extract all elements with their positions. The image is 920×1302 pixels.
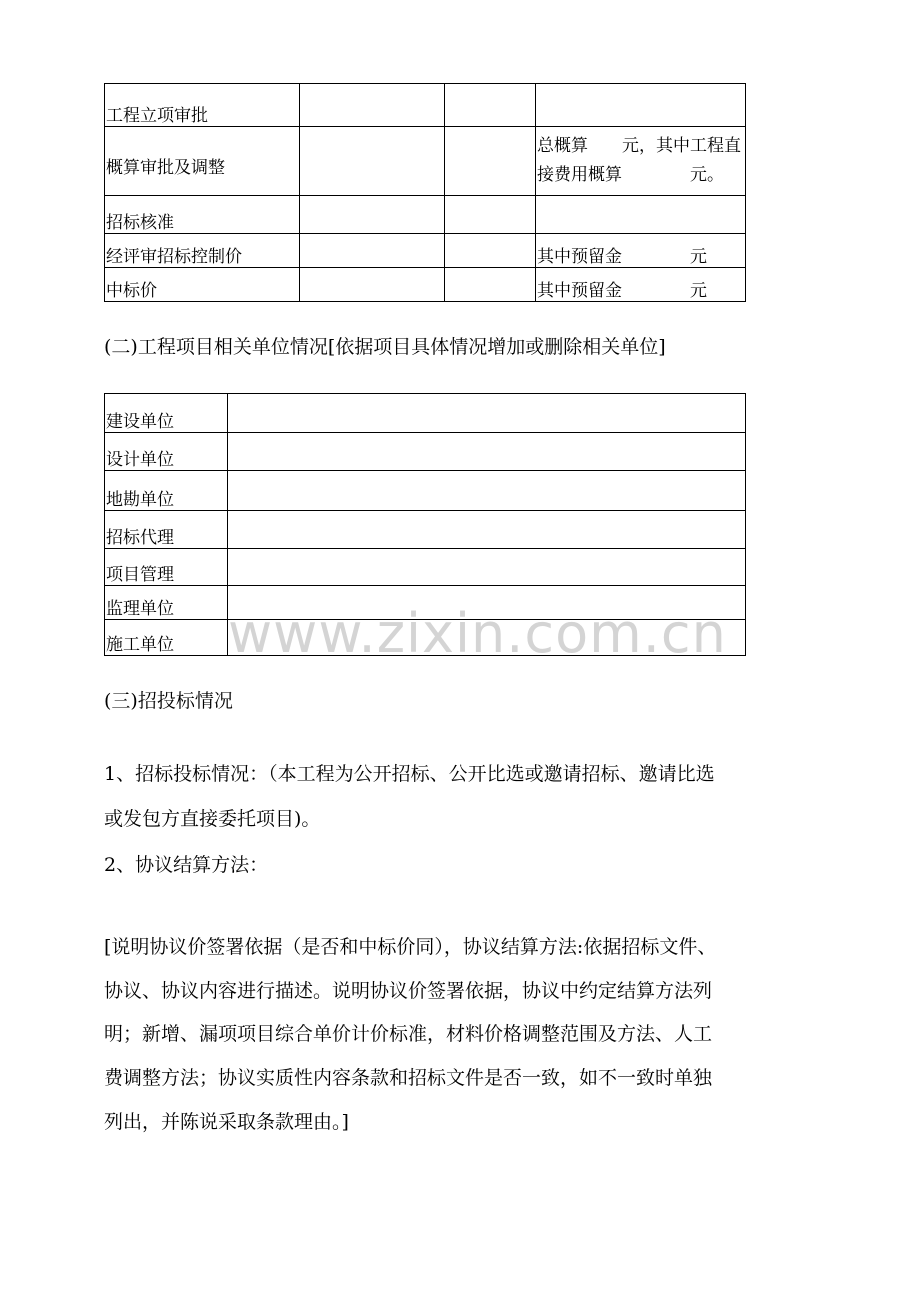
table-row (105, 471, 746, 511)
note-line: 接费用概算 元。 (537, 165, 724, 185)
table-cell (445, 196, 536, 234)
item-1-line: 或发包方直接委托项目)。 (104, 808, 321, 830)
description-line: 费调整方法；协议实质性内容条款和招标文件是否一致，如不一致时单独 (104, 1067, 713, 1089)
table-row (105, 394, 746, 433)
note-cell: 其中预留金 元 (536, 234, 746, 268)
table-row (105, 196, 746, 234)
table-cell (300, 84, 445, 127)
row-label: 概算审批及调整 (105, 127, 300, 196)
row-label: 招标核准 (105, 196, 300, 234)
section-heading: (二)工程项目相关单位情况[依据项目具体情况增加或删除相关单位] (104, 336, 666, 358)
table-cell (228, 394, 746, 433)
table-cell (228, 549, 746, 586)
note-line: 总概算 元，其中工程直 (537, 136, 741, 156)
table-cell (228, 471, 746, 511)
table-row (105, 433, 746, 471)
table-cell (445, 84, 536, 127)
table-cell (445, 268, 536, 302)
table-cell (300, 196, 445, 234)
description-line: [说明协议价签署依据（是否和中标价同），协议结算方法:依据招标文件、 (104, 936, 717, 958)
table-cell (536, 84, 746, 127)
description-line: 协议、协议内容进行描述。说明协议价签署依据，协议中约定结算方法列 (104, 980, 713, 1002)
table-cell (536, 196, 746, 234)
row-label: 中标价 (105, 268, 300, 302)
note-cell (536, 127, 746, 196)
table-row (105, 234, 746, 268)
item-2-heading: 2、协议结算方法： (104, 854, 269, 876)
table-row (105, 549, 746, 586)
table-row (105, 84, 746, 127)
watermark: www.zixin.com.cn (228, 602, 727, 665)
table-cell (300, 268, 445, 302)
table-cell (300, 234, 445, 268)
table-cell (445, 234, 536, 268)
table-cell (445, 127, 536, 196)
unit-label: 招标代理 (105, 511, 228, 549)
unit-label: 建设单位 (105, 394, 228, 433)
section-heading: (三)招投标情况 (104, 690, 233, 712)
table-cell (228, 511, 746, 549)
description-line: 列出，并陈说采取条款理由。] (104, 1111, 349, 1133)
note-cell: 其中预留金 元 (536, 268, 746, 302)
approval-table (104, 83, 746, 302)
table-row (105, 511, 746, 549)
unit-label: 设计单位 (105, 433, 228, 471)
row-label: 工程立项审批 (105, 84, 300, 127)
table-cell (300, 127, 445, 196)
item-1-line: 1、招标投标情况：（本工程为公开招标、公开比选或邀请招标、邀请比选 (104, 763, 715, 785)
table-cell (228, 433, 746, 471)
unit-label: 施工单位 (105, 620, 228, 656)
table-row (105, 268, 746, 302)
unit-label: 项目管理 (105, 549, 228, 586)
table-row (105, 127, 746, 196)
unit-label: 监理单位 (105, 586, 228, 620)
row-label: 经评审招标控制价 (105, 234, 300, 268)
description-line: 明；新增、漏项项目综合单价计价标准，材料价格调整范围及方法、人工 (104, 1023, 713, 1045)
unit-label: 地勘单位 (105, 471, 228, 511)
